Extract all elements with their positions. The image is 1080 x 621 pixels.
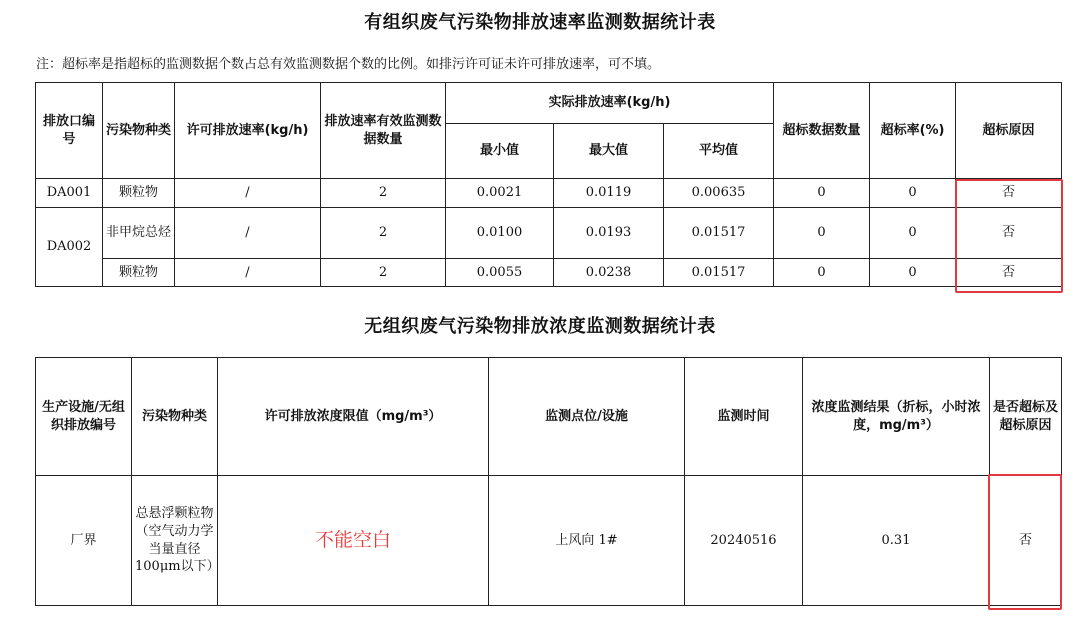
cannot-be-blank-annotation: 不能空白 xyxy=(314,528,391,551)
cell-min: 0.0100 xyxy=(446,208,554,259)
cell-exceed-count: 0 xyxy=(774,259,870,287)
header-outlet-no: 排放口编号 xyxy=(36,83,103,179)
header-time: 监测时间 xyxy=(685,358,803,476)
cell-time: 20240516 xyxy=(685,476,803,606)
cell-min: 0.0021 xyxy=(446,179,554,208)
header-pollutant: 污染物种类 xyxy=(103,83,175,179)
header-max: 最大值 xyxy=(554,124,664,179)
cell-reason: 否 xyxy=(956,179,1062,208)
cell-exceed: 否 xyxy=(990,476,1062,606)
cell-exceed-rate: 0 xyxy=(870,208,956,259)
cell-max: 0.0238 xyxy=(554,259,664,287)
emission-rate-table xyxy=(35,82,1062,287)
cell-count: 2 xyxy=(321,259,446,287)
header-result: 浓度监测结果（折标，小时浓度，mg/m³） xyxy=(803,358,990,476)
cell-limit xyxy=(218,476,489,606)
cell-pollutant: 颗粒物 xyxy=(103,179,175,208)
cell-count: 2 xyxy=(321,179,446,208)
cell-reason: 否 xyxy=(956,259,1062,287)
cell-location: 上风向 1# xyxy=(489,476,685,606)
header-facility: 生产设施/无组织排放编号 xyxy=(36,358,132,476)
header-min: 最小值 xyxy=(446,124,554,179)
cell-permitted: / xyxy=(175,179,321,208)
header-avg: 平均值 xyxy=(664,124,774,179)
header-exceed-reason: 超标原因 xyxy=(956,83,1062,179)
emission-concentration-table xyxy=(35,357,1062,606)
table1-title: 有组织废气污染物排放速率监测数据统计表 xyxy=(364,12,716,33)
table1-note: 注：超标率是指超标的监测数据个数占总有效监测数据个数的比例。如排污许可证未许可排放速率，可不填。 xyxy=(36,57,661,72)
header-limit: 许可排放浓度限值（mg/m³） xyxy=(218,358,489,476)
cell-permitted: / xyxy=(175,208,321,259)
cell-max: 0.0119 xyxy=(554,179,664,208)
cell-exceed-count: 0 xyxy=(774,208,870,259)
cell-pollutant: 总悬浮颗粒物（空气动力学当量直径100μm以下） xyxy=(132,476,218,606)
cell-result: 0.31 xyxy=(803,476,990,606)
cell-reason: 否 xyxy=(956,208,1062,259)
header-exceed: 是否超标及超标原因 xyxy=(990,358,1062,476)
cell-pollutant: 非甲烷总烃 xyxy=(103,208,175,259)
cell-pollutant: 颗粒物 xyxy=(103,259,175,287)
cell-avg: 0.01517 xyxy=(664,208,774,259)
header-location: 监测点位/设施 xyxy=(489,358,685,476)
cell-permitted: / xyxy=(175,259,321,287)
header-exceed-count: 超标数据数量 xyxy=(774,83,870,179)
cell-exceed-rate: 0 xyxy=(870,179,956,208)
header-exceed-rate: 超标率(%) xyxy=(870,83,956,179)
cell-min: 0.0055 xyxy=(446,259,554,287)
cell-outlet: DA001 xyxy=(36,179,103,208)
header-pollutant: 污染物种类 xyxy=(132,358,218,476)
cell-max: 0.0193 xyxy=(554,208,664,259)
cell-exceed-rate: 0 xyxy=(870,259,956,287)
table2-title: 无组织废气污染物排放浓度监测数据统计表 xyxy=(364,316,716,337)
table-row xyxy=(36,259,1062,287)
cell-facility: 厂界 xyxy=(36,476,132,606)
header-valid-count: 排放速率有效监测数据数量 xyxy=(321,83,446,179)
cell-avg: 0.01517 xyxy=(664,259,774,287)
header-permitted-rate: 许可排放速率(kg/h) xyxy=(175,83,321,179)
cell-avg: 0.00635 xyxy=(664,179,774,208)
cell-exceed-count: 0 xyxy=(774,179,870,208)
cell-count: 2 xyxy=(321,208,446,259)
header-actual-rate: 实际排放速率(kg/h) xyxy=(446,83,774,124)
table-row xyxy=(36,179,1062,208)
table-row xyxy=(36,208,1062,259)
cell-outlet: DA002 xyxy=(36,208,103,287)
table-row xyxy=(36,476,1062,606)
